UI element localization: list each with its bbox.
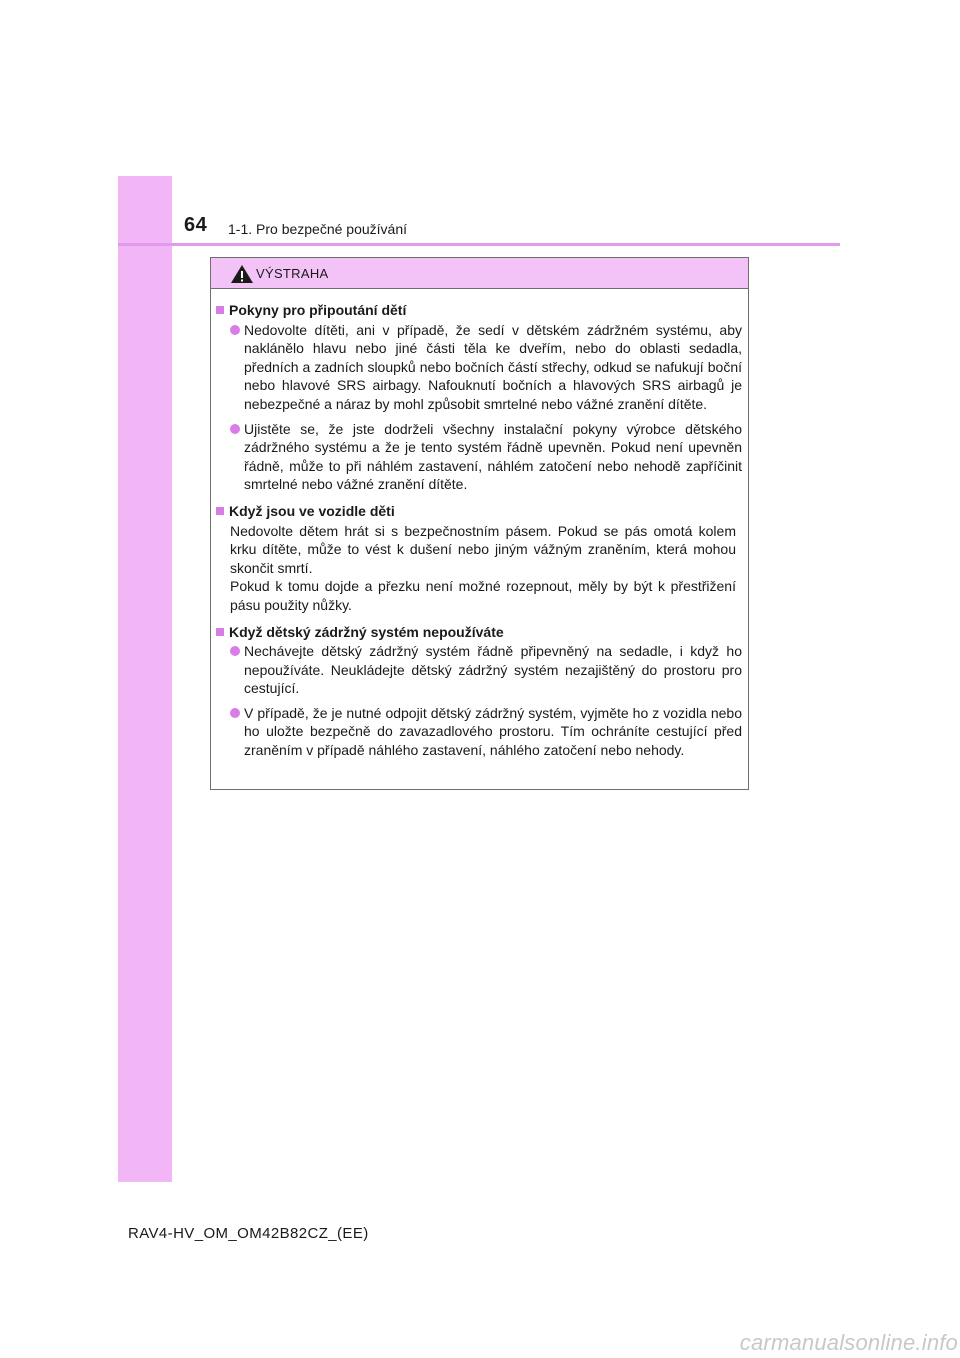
section-heading: Když dětský zádržný systém nepoužíváte — [215, 623, 742, 642]
square-bullet-icon — [216, 628, 224, 636]
section-title: 1-1. Pro bezpečné používání — [228, 221, 408, 237]
section-child-restraint — [215, 301, 742, 494]
section-restraint-not-in-use — [215, 623, 742, 760]
page-number: 64 — [184, 214, 208, 236]
paragraph: Nedovolte dětem hrát si s bezpečnostním pásem. Pokud se pás omotá kolem krku dítěte, může to vést k dušení nebo jiným vážným zraněním, která mohou skončit smrtí. — [230, 522, 736, 576]
warning-header — [211, 258, 748, 289]
list-item: Ujistěte se, že jste dodrželi všechny instalační pokyny výrobce dětského zádržného systému a že je tento systém řádně upevněn. Pokud není upevněn řádně, může to při náhlém zastavení, náhlém zatočení nebo nehodě zapříčinit smrtelné nebo vážné zranění dítěte. — [215, 420, 742, 494]
warning-title: VÝSTRAHA — [256, 266, 329, 281]
square-bullet-icon — [216, 306, 224, 314]
header-rule — [118, 243, 840, 246]
document-code: RAV4-HV_OM_OM42B82CZ_(EE) — [128, 1225, 369, 1242]
list-item: Nechávejte dětský zádržný systém řádně připevněný na sedadle, i když ho nepoužíváte. Neukládejte dětský zádržný systém nezajištěný do prostoru pro cestující. — [215, 642, 742, 698]
side-tab — [118, 176, 172, 1182]
square-bullet-icon — [216, 507, 224, 515]
section-children-in-vehicle — [215, 502, 742, 615]
warning-box — [210, 257, 749, 790]
warning-body — [211, 289, 748, 760]
circle-bullet-icon — [230, 325, 240, 335]
section-heading: Když jsou ve vozidle děti — [215, 502, 742, 521]
circle-bullet-icon — [230, 708, 240, 718]
circle-bullet-icon — [230, 646, 240, 656]
list-item: Nedovolte dítěti, ani v případě, že sedí v dětském zádržném systému, aby naklánělo hlavu nebo jiné části těla ke dveřím, nebo do oblasti sedadla, předních a zadních sloupků nebo bočních částí střechy, odkud se nafukují boční nebo hlavové SRS airbagy. Nafouknutí bočních a hlavových SRS airbagů je nebezpečné a náraz by mohl způsobit smrtelné nebo vážné zranění dítěte. — [215, 321, 742, 414]
paragraph: Pokud k tomu dojde a přezku není možné rozepnout, měly by být k přestřižení pásu použity nůžky. — [230, 578, 736, 613]
section-heading: Pokyny pro připoutání dětí — [215, 301, 742, 320]
circle-bullet-icon — [230, 424, 240, 434]
list-item: V případě, že je nutné odpojit dětský zádržný systém, vyjměte ho z vozidla nebo ho uložte bezpečně do zavazadlového prostoru. Tím ochráníte cestující před zraněním v případě náhlého zastavení, náhlého zatočení nebo nehody. — [215, 704, 742, 760]
watermark: carmanualsonline.info — [739, 1330, 958, 1355]
warning-triangle-icon — [230, 264, 254, 284]
